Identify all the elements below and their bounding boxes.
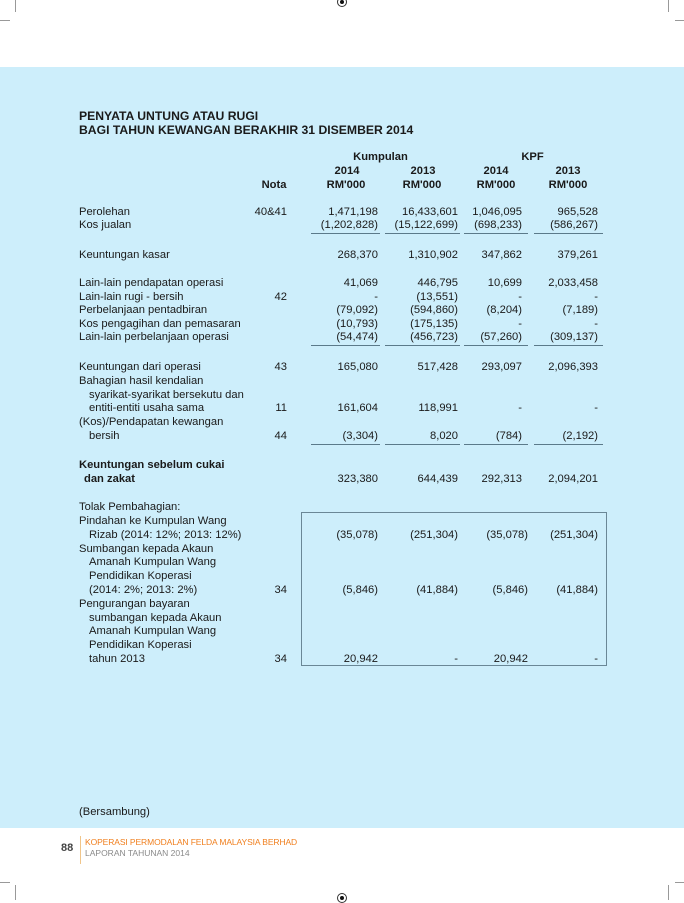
row-label: Pengurangan bayaran <box>79 598 190 610</box>
row-label: (2014: 2%; 2013: 2%) <box>89 584 198 596</box>
row-label: tahun 2013 <box>89 653 145 665</box>
subtotal-rule <box>311 444 380 445</box>
cell-value: 165,080 <box>337 361 378 373</box>
cell-value: - <box>594 653 598 665</box>
row-label: Keuntungan dari operasi <box>79 361 201 373</box>
subtotal-rule <box>311 233 380 234</box>
cell-value: 41,069 <box>343 277 378 289</box>
cell-value: (10,793) <box>336 318 378 330</box>
registration-mark-icon <box>337 893 347 903</box>
row-label: Pendidikan Koperasi <box>89 570 192 582</box>
row-label: Keuntungan sebelum cukai <box>79 459 225 471</box>
row-label: Amanah Kumpulan Wang <box>89 556 217 568</box>
cell-value: (35,078) <box>336 529 378 541</box>
cell-value: (41,884) <box>556 584 598 596</box>
cell-value: (456,723) <box>410 331 458 343</box>
cell-value: 1,310,902 <box>408 249 458 261</box>
footer-report-name: LAPORAN TAHUNAN 2014 <box>85 848 190 858</box>
registration-mark-icon <box>337 0 347 7</box>
cell-value: (8,204) <box>486 304 522 316</box>
cell-value: (41,884) <box>416 584 458 596</box>
cell-value: 1,046,095 <box>472 206 522 218</box>
cell-value: (79,092) <box>336 304 378 316</box>
cell-value: (7,189) <box>562 304 598 316</box>
row-label: sumbangan kepada Akaun <box>89 612 222 624</box>
row-label: Bahagian hasil kendalian <box>79 375 204 387</box>
row-label: Kos pengagihan dan pemasaran <box>79 318 241 330</box>
cell-value: (1,202,828) <box>320 219 378 231</box>
row-nota: 34 <box>274 584 287 596</box>
cell-value: 446,795 <box>417 277 458 289</box>
row-label: dan zakat <box>84 473 135 485</box>
cell-value: 2,096,393 <box>548 361 598 373</box>
crop-mark <box>675 20 684 21</box>
row-label: Lain-lain rugi - bersih <box>79 291 184 303</box>
header-year: 2014 <box>483 165 509 177</box>
subtotal-rule <box>464 233 528 234</box>
header-kpf: KPF <box>521 151 544 163</box>
header-year: 2013 <box>555 165 581 177</box>
cell-value: (5,846) <box>492 584 528 596</box>
row-nota: 44 <box>274 430 287 442</box>
cell-value: - <box>594 291 598 303</box>
row-label: Pendidikan Koperasi <box>89 639 192 651</box>
cell-value: 10,699 <box>487 277 522 289</box>
row-label: Keuntungan kasar <box>79 249 170 261</box>
cell-value: (13,551) <box>416 291 458 303</box>
header-unit: RM'000 <box>326 179 366 191</box>
cell-value: 965,528 <box>557 206 598 218</box>
cell-value: 292,313 <box>481 473 522 485</box>
crop-mark <box>15 885 16 900</box>
cell-value: (251,304) <box>410 529 458 541</box>
cell-value: (54,474) <box>336 331 378 343</box>
cell-value: 644,439 <box>417 473 458 485</box>
header-year: 2014 <box>334 165 360 177</box>
cell-value: 323,380 <box>337 473 378 485</box>
cell-value: (175,135) <box>410 318 458 330</box>
header-unit: RM'000 <box>476 179 516 191</box>
row-nota: 34 <box>274 653 287 665</box>
cell-value: 347,862 <box>481 249 522 261</box>
cell-value: (594,860) <box>410 304 458 316</box>
cell-value: - <box>518 318 522 330</box>
header-unit: RM'000 <box>402 179 442 191</box>
crop-mark <box>0 882 10 883</box>
row-nota: 40&41 <box>254 206 287 218</box>
cell-value: (15,122,699) <box>394 219 458 231</box>
cell-value: (251,304) <box>550 529 598 541</box>
cell-value: 20,942 <box>343 653 378 665</box>
row-label: Perolehan <box>79 206 131 218</box>
cell-value: 2,033,458 <box>548 277 598 289</box>
subtotal-rule <box>464 345 528 346</box>
cell-value: (698,233) <box>474 219 522 231</box>
header-unit: RM'000 <box>548 179 588 191</box>
statement-subtitle: BAGI TAHUN KEWANGAN BERAKHIR 31 DISEMBER 2014 <box>79 123 414 137</box>
crop-mark <box>0 20 10 21</box>
cell-value: - <box>518 402 522 414</box>
row-label: Lain-lain pendapatan operasi <box>79 277 224 289</box>
subtotal-rule <box>385 444 460 445</box>
row-nota: 43 <box>274 361 287 373</box>
cell-value: 16,433,601 <box>402 206 458 218</box>
cell-value: (57,260) <box>480 331 522 343</box>
cell-value: - <box>594 402 598 414</box>
cell-value: 1,471,198 <box>328 206 378 218</box>
cell-value: 268,370 <box>337 249 378 261</box>
cell-value: - <box>454 653 458 665</box>
cell-value: - <box>374 291 378 303</box>
cell-value: 517,428 <box>417 361 458 373</box>
row-label: entiti-entiti usaha sama <box>89 402 205 414</box>
appropriation-heading: Tolak Pembahagian: <box>79 501 181 513</box>
row-label: Amanah Kumpulan Wang <box>89 625 217 637</box>
row-label: Kos jualan <box>79 219 132 231</box>
subtotal-rule <box>534 444 603 445</box>
cell-value: - <box>594 318 598 330</box>
cell-value: 118,991 <box>418 402 458 414</box>
row-label: bersih <box>89 430 120 442</box>
cell-value: 8,020 <box>430 430 458 442</box>
page-number: 88 <box>61 842 74 854</box>
cell-value: 20,942 <box>493 653 528 665</box>
cell-value: 161,604 <box>337 402 378 414</box>
row-label: Pindahan ke Kumpulan Wang <box>79 515 227 527</box>
cell-value: (3,304) <box>342 430 378 442</box>
footer-divider <box>80 836 81 864</box>
cell-value: (784) <box>495 430 522 442</box>
row-label: Perbelanjaan pentadbiran <box>79 304 208 316</box>
row-label: syarikat-syarikat bersekutu dan <box>89 389 244 401</box>
row-label: (Kos)/Pendapatan kewangan <box>79 416 224 428</box>
header-kumpulan: Kumpulan <box>353 151 408 163</box>
subtotal-rule <box>385 345 460 346</box>
crop-mark <box>15 0 16 12</box>
crop-mark <box>668 885 669 900</box>
header-nota: Nota <box>261 179 287 191</box>
subtotal-rule <box>311 345 380 346</box>
row-label: Sumbangan kepada Akaun <box>79 543 214 555</box>
cell-value: 2,094,201 <box>548 473 598 485</box>
cell-value: (5,846) <box>342 584 378 596</box>
cell-value: - <box>518 291 522 303</box>
subtotal-rule <box>534 233 603 234</box>
cell-value: (309,137) <box>550 331 598 343</box>
cell-value: (35,078) <box>486 529 528 541</box>
cell-value: 293,097 <box>481 361 522 373</box>
continued-note: (Bersambung) <box>79 806 150 818</box>
row-label: Rizab (2014: 12%; 2013: 12%) <box>89 529 242 541</box>
cell-value: (586,267) <box>550 219 598 231</box>
subtotal-rule <box>464 444 528 445</box>
cell-value: 379,261 <box>557 249 598 261</box>
row-label: Lain-lain perbelanjaan operasi <box>79 331 229 343</box>
crop-mark <box>668 0 669 12</box>
footer-org-name: KOPERASI PERMODALAN FELDA MALAYSIA BERHAD <box>85 837 298 847</box>
crop-mark <box>675 882 684 883</box>
subtotal-rule <box>534 345 603 346</box>
header-year: 2013 <box>410 165 436 177</box>
subtotal-rule <box>385 233 460 234</box>
row-nota: 42 <box>274 291 287 303</box>
row-nota: 11 <box>275 402 287 414</box>
cell-value: (2,192) <box>562 430 598 442</box>
statement-title: PENYATA UNTUNG ATAU RUGI <box>79 109 259 123</box>
